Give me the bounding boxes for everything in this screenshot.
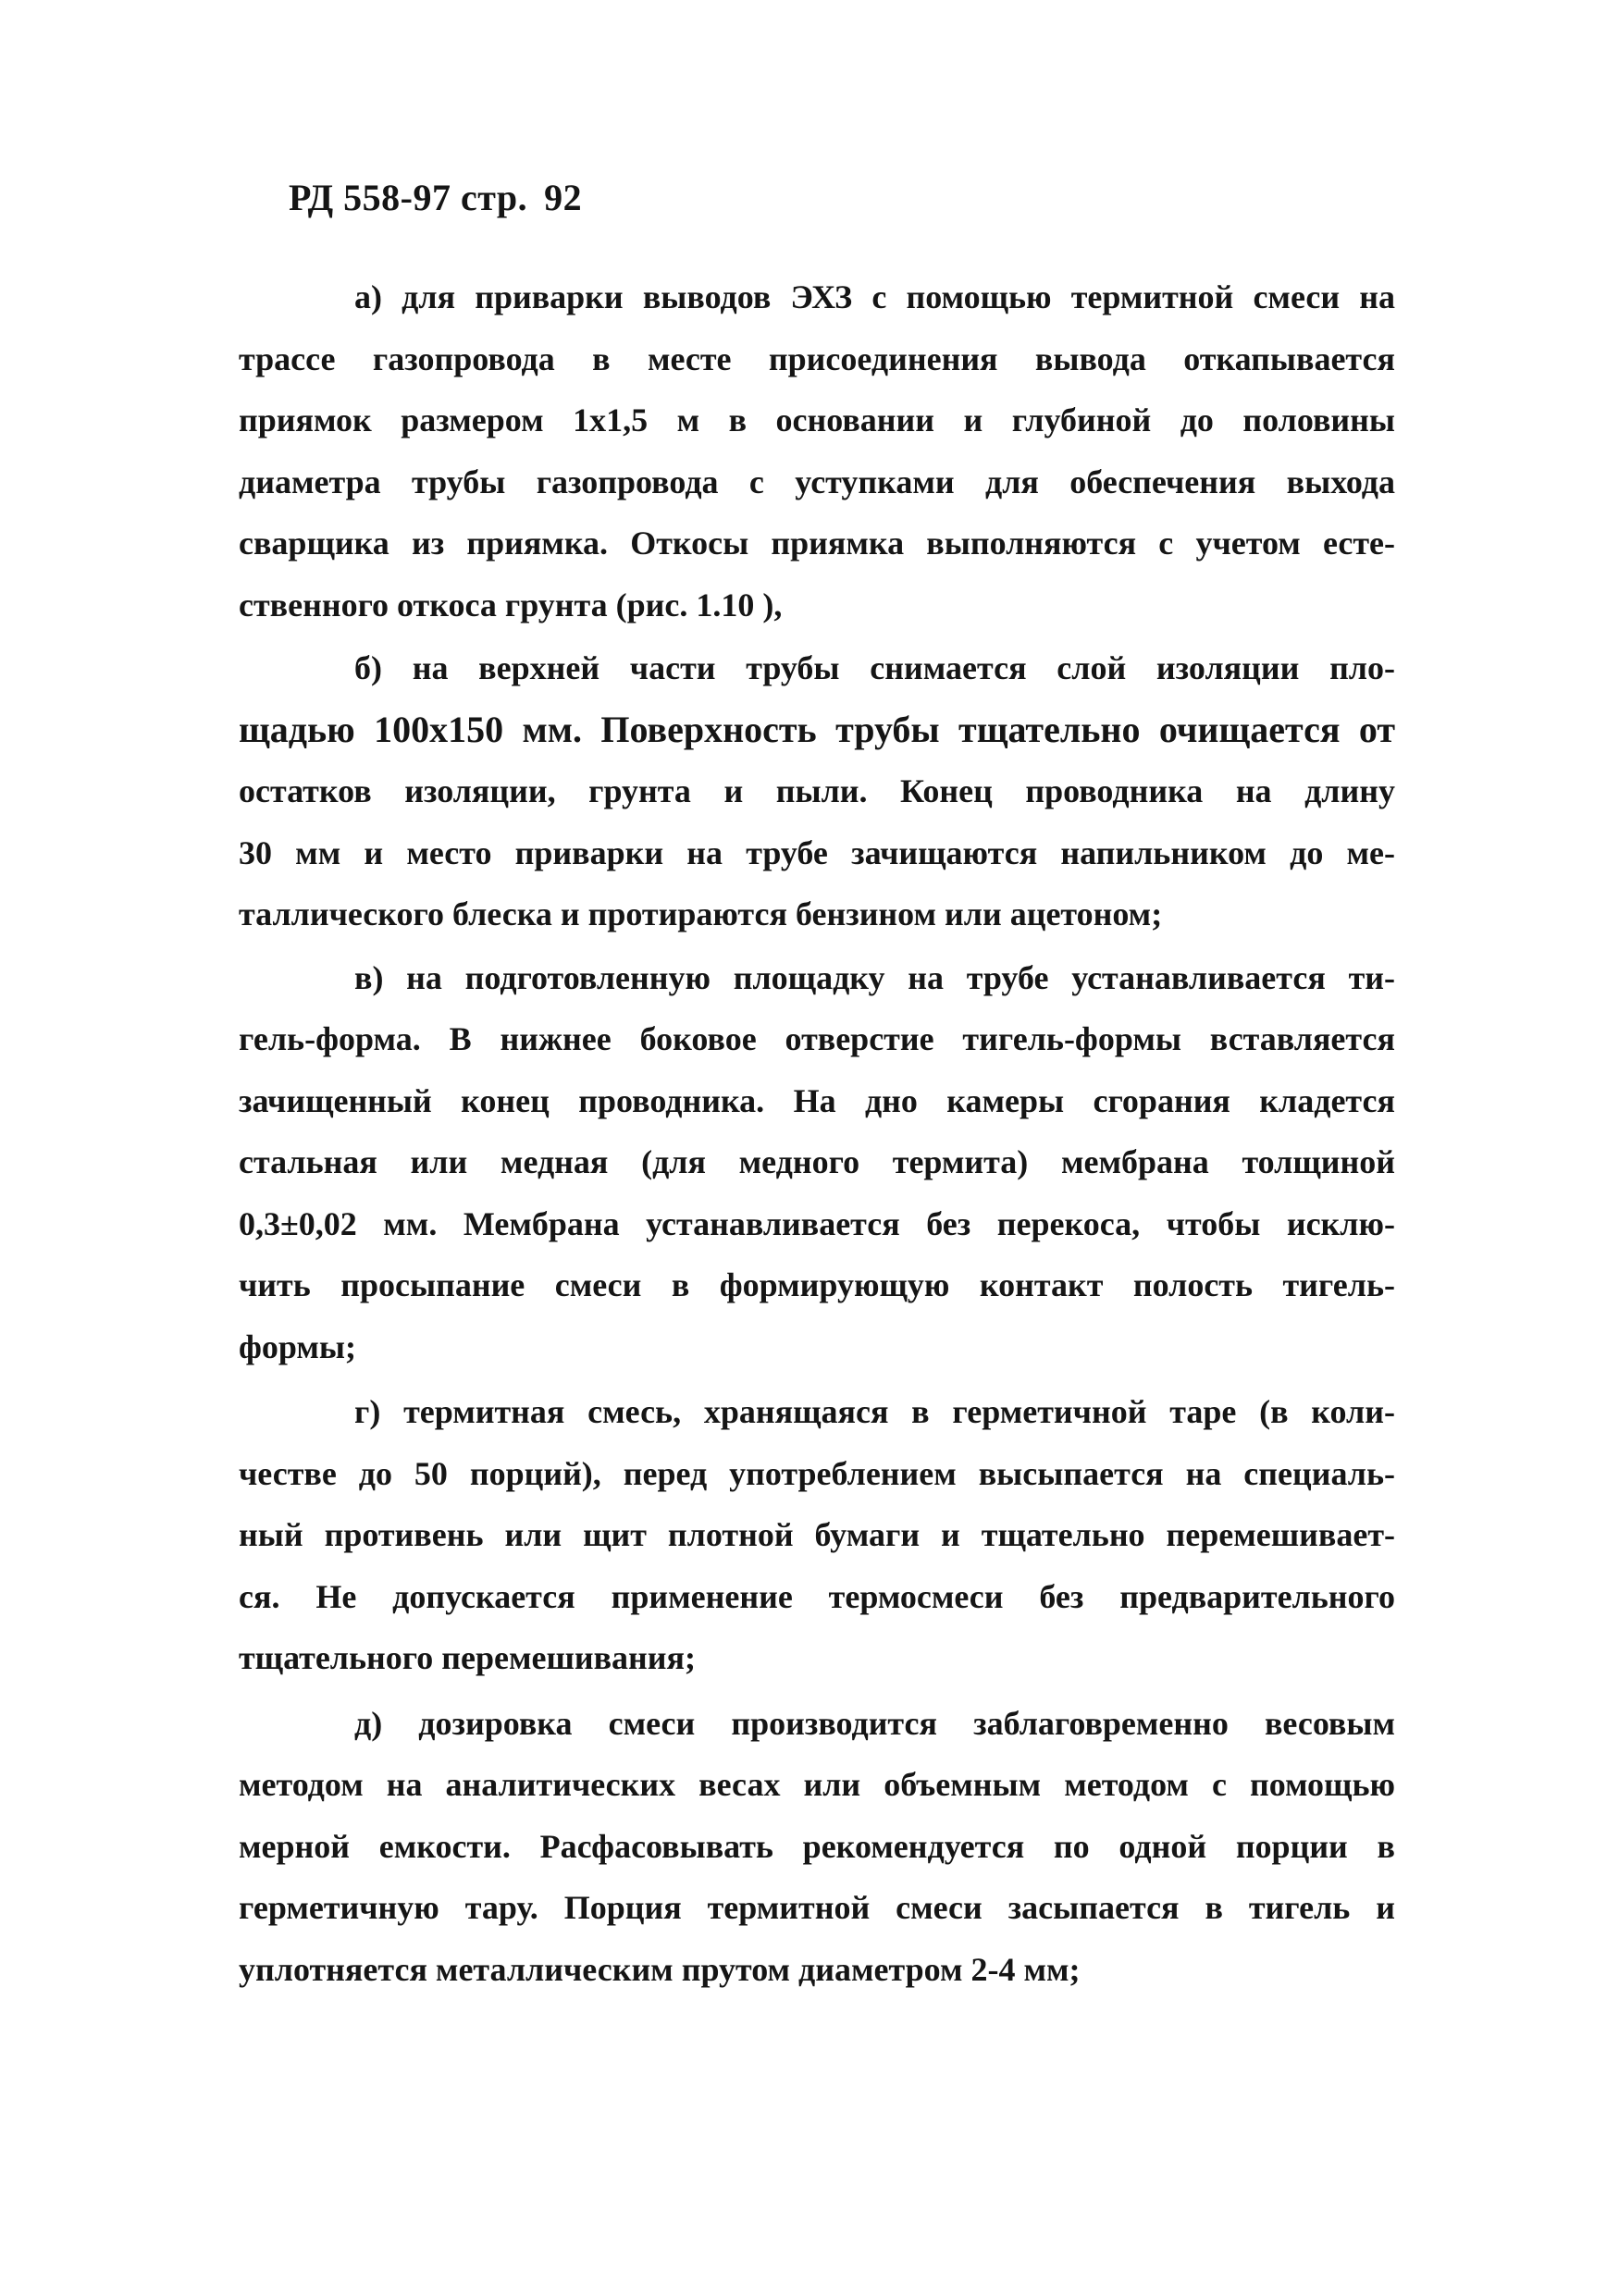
text-line: ся. Не допускается применение термосмеси без предварительного: [239, 1577, 1395, 1615]
text-line: д) дозировка смеси производится заблаговременно весовым: [354, 1704, 1395, 1742]
text-line: тщательного перемешивания;: [239, 1639, 696, 1676]
text-line: стальная или медная (для медного термита) мембрана толщиной: [239, 1143, 1395, 1180]
text-line: методом на аналитических весах или объемным методом с помощью: [239, 1766, 1395, 1803]
text-line: ственного откоса грунта (рис. 1.10 ),: [239, 586, 783, 623]
text-line: чить просыпание смеси в формирующую контакт полость тигель-: [239, 1266, 1395, 1303]
page-header: [289, 176, 582, 219]
text-line: зачищенный конец проводника. На дно камеры сгорания кладется: [239, 1081, 1395, 1119]
paragraph-a: [239, 266, 1395, 636]
doc-ref: РД 558-97 стр.: [289, 177, 528, 218]
text-line: трассе газопровода в месте присоединения вывода откапывается: [239, 339, 1395, 377]
text-line: г) термитная смесь, хранящаяся в герметичной таре (в коли-: [354, 1393, 1395, 1430]
text-line: таллического блеска и протираются бензином или ацетоном;: [239, 895, 1163, 932]
text-line: в) на подготовленную площадку на трубе устанавливается ти-: [354, 958, 1395, 996]
text-line: сварщика из приямка. Откосы приямка выполняются с учетом есте-: [239, 525, 1395, 562]
paragraph-v: [239, 947, 1395, 1378]
page-number: 92: [544, 177, 583, 218]
paragraph-b: [239, 637, 1395, 945]
text-line: 30 мм и место приварки на трубе зачищаются напильником до ме-: [239, 833, 1395, 871]
text-line: формы;: [239, 1327, 357, 1365]
text-line: мерной емкости. Расфасовывать рекомендуется по одной порции в: [239, 1827, 1395, 1865]
text-line: герметичную тару. Порция термитной смеси засыпается в тигель и: [239, 1889, 1395, 1926]
text-line: приямок размером 1х1,5 м в основании и глубиной до половины: [239, 401, 1395, 438]
paragraph-d: [239, 1693, 1395, 2001]
text-line: б) на верхней части трубы снимается слой изоляции пло-: [354, 649, 1395, 686]
text-line: 0,3±0,02 мм. Мембрана устанавливается без перекоса, чтобы исклю-: [239, 1204, 1395, 1242]
text-line: диаметра трубы газопровода с уступками для обеспечения выхода: [239, 463, 1395, 500]
text-line: остатков изоляции, грунта и пыли. Конец проводника на длину: [239, 772, 1395, 809]
paragraph-g: [239, 1381, 1395, 1689]
text-line: гель-форма. В нижнее боковое отверстие тигель-формы вставляется: [239, 1020, 1395, 1057]
text-line: ный противень или щит плотной бумаги и тщательно перемешивает-: [239, 1516, 1395, 1553]
text-line: уплотняется металлическим прутом диаметром 2-4 мм;: [239, 1950, 1081, 1988]
text-line: щадью 100х150 мм. Поверхность трубы тщательно очищается от: [239, 708, 1395, 750]
body-text: [239, 266, 1395, 2000]
text-line: а) для приварки выводов ЭХЗ с помощью термитной смеси на: [354, 278, 1395, 315]
text-line: честве до 50 порций), перед употреблением высыпается на специаль-: [239, 1454, 1395, 1492]
